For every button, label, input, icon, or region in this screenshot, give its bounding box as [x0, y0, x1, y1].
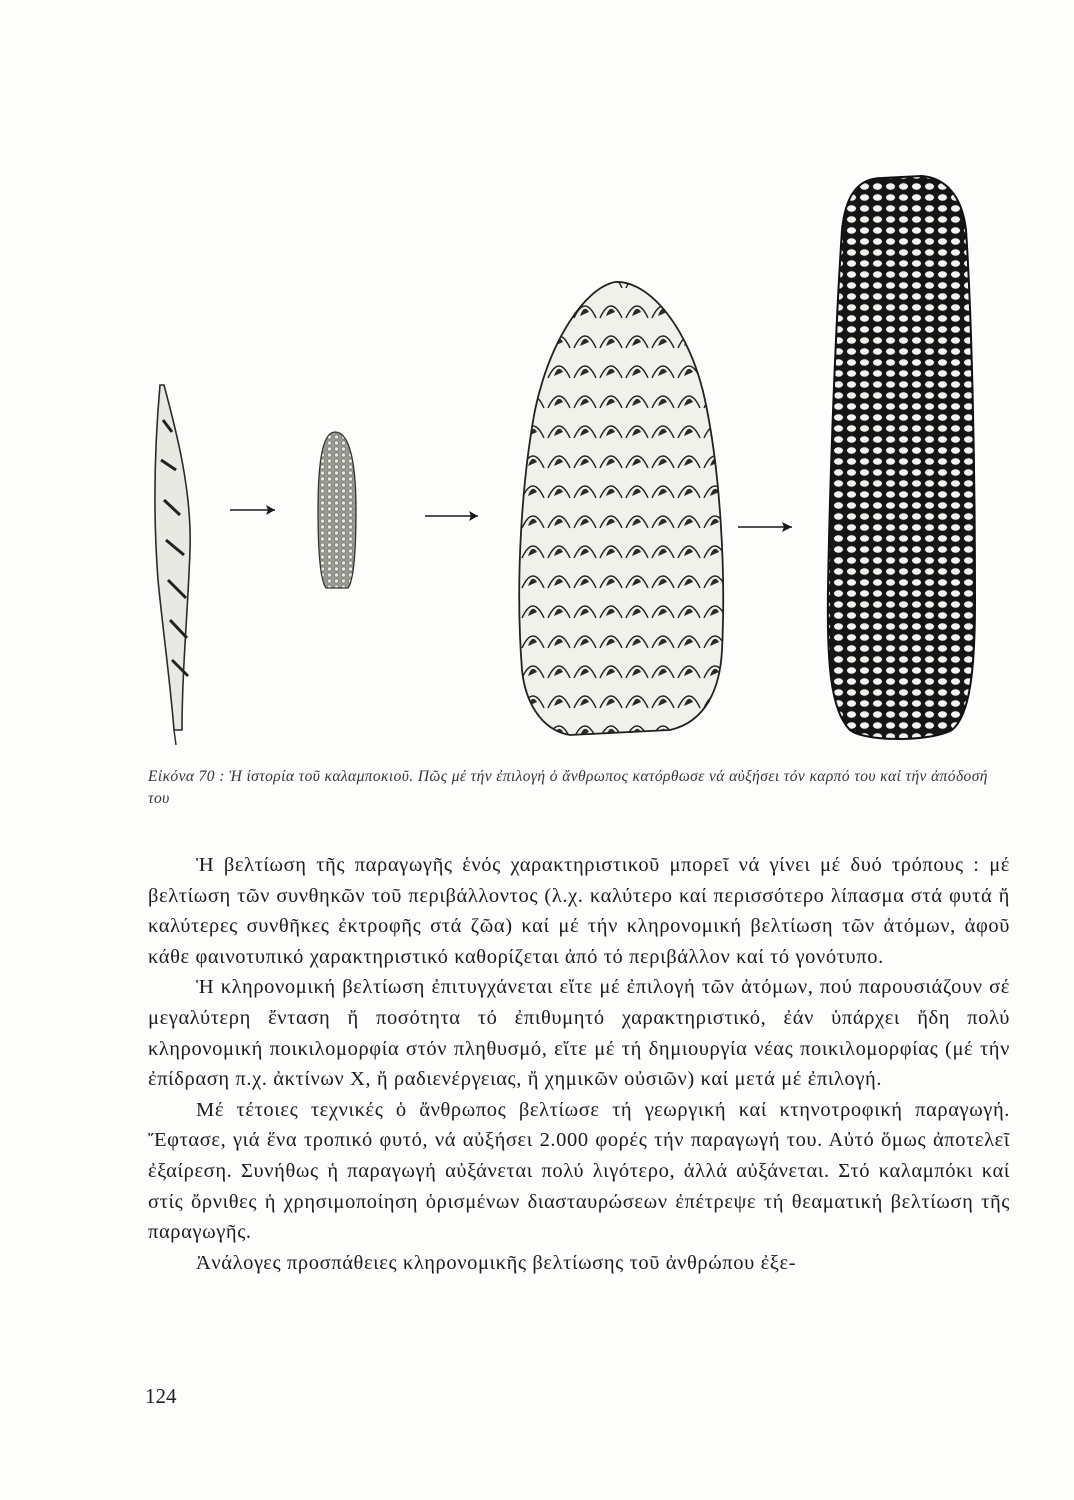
paragraph: Ἡ κληρονομική βελτίωση ἐπιτυγχάνεται εἴτε μέ ἐπιλογή τῶν ἀτόμων, πού παρουσιάζουν σέ μεγαλύτερη ἔνταση ἤ ποσότητα τό ἐπιθυμητό χαρακτηριστικό, ἐάν ὑπάρχει ἤδη πολύ κληρονομική ποικιλομορφία στόν πληθυσμό, εἴτε μέ τή δημιουργία νέας ποικιλομορφίας (μέ τήν ἐπίδραση π.χ. ἀκτίνων X, ἤ ραδιενέργειας, ἤ χημικῶν οὐσιῶν) καί μετά μέ ἐπιλογή.: [148, 976, 1010, 1091]
arrow-2: [425, 511, 478, 521]
paragraph: Ἡ βελτίωση τῆς παραγωγῆς ἑνός χαρακτηριστικοῦ μπορεῖ νά γίνει μέ δυό τρόπους : μέ βελτίωση τῶν συνθηκῶν τοῦ περιβάλλοντος (λ.χ. καλύτερο καί περισσότερο λίπασμα στά φυτά ἤ καλύτερες συνθῆκες ἐκτροφῆς στά ζῶα) καί μέ τήν κληρονομική βελτίωση τῶν ἀτόμων, ἀφοῦ κάθε φαινοτυπικό χαρακτηριστικό καθορίζεται ἀπό τό περιβάλλον καί τό γονότυπο.: [148, 854, 1010, 968]
body-text: [148, 850, 1010, 1278]
page-number: 124: [145, 1384, 177, 1408]
paragraph: Μέ τέτοιες τεχνικές ὁ ἄνθρωπος βελτίωσε τή γεωργική καί κτηνοτροφική παραγωγή. Ἔφτασε, γιά ἕνα τροπικό φυτό, νά αὐξήσει 2.000 φορές τήν παραγωγή του. Αὐτό ὅμως ἀποτελεῖ ἐξαίρεση. Συνήθως ἡ παραγωγή αὐξάνεται πολύ λιγότερο, ἀλλά αὐξάνεται. Στό καλαμπόκι καί στίς ὄρνιθες ἡ χρησιμοποίηση ὁρισμένων διασταυρώσεων ἐπέτρεψε τή θεαματική βελτίωση τῆς παραγωγῆς.: [148, 1098, 1010, 1244]
figure-caption: Εἰκόνα 70 : Ἡ ἱστορία τοῦ καλαμποκιοῦ. Πῶς μέ τήν ἐπιλογή ὁ ἄνθρωπος κατόρθωσε νά αὐξήσει τόν καρπό του καί τήν ἀπόδοσή του: [148, 768, 988, 807]
early-cob-illustration: [318, 432, 356, 588]
primitive-cob-illustration: [519, 282, 723, 735]
arrow-1: [230, 505, 275, 515]
corn-evolution-figure: [130, 170, 1000, 750]
wild-maize-spike-illustration: [155, 385, 190, 745]
modern-corn-cob-illustration: [828, 176, 975, 739]
arrow-3: [738, 522, 792, 532]
paragraph: Ἀνάλογες προσπάθειες κληρονομικῆς βελτίωσης τοῦ ἀνθρώπου ἐξε-: [196, 1251, 797, 1274]
